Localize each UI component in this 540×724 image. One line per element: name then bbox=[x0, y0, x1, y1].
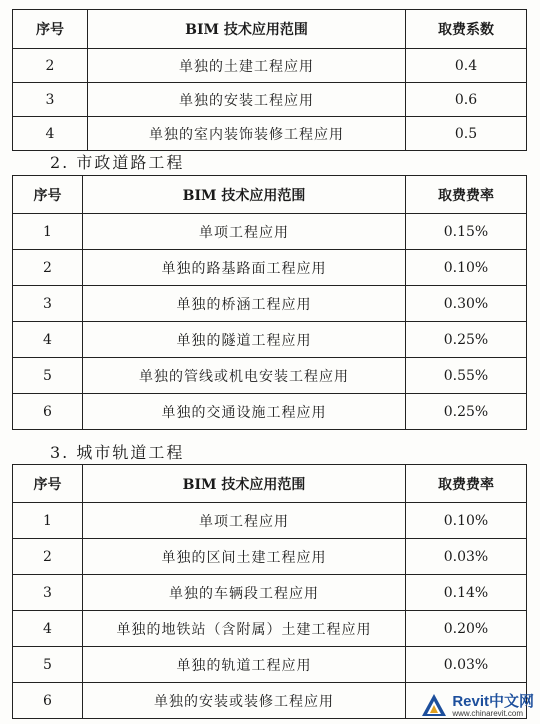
row-rate: 0.25% bbox=[406, 394, 527, 430]
header-scope: BIM 技术应用范围 bbox=[83, 176, 406, 214]
row-scope: 单独的交通设施工程应用 bbox=[83, 394, 406, 430]
row-index: 2 bbox=[13, 250, 83, 286]
section-title-urban-rail: 3. 城市轨道工程 bbox=[50, 443, 185, 462]
row-index: 1 bbox=[13, 214, 83, 250]
watermark-url: www.chinarevit.com bbox=[452, 709, 523, 718]
table-row bbox=[13, 250, 527, 286]
row-rate: 0.15% bbox=[406, 214, 527, 250]
row-rate: 0.30% bbox=[406, 286, 527, 322]
table-row bbox=[13, 322, 527, 358]
section-title-municipal-road: 2. 市政道路工程 bbox=[50, 153, 185, 172]
row-scope: 单独的安装或装修工程应用 bbox=[83, 683, 406, 719]
table-municipal-road-fee-rates bbox=[12, 175, 527, 430]
table-row bbox=[13, 539, 527, 575]
row-scope: 单独的土建工程应用 bbox=[88, 49, 406, 83]
header-scope: BIM 技术应用范围 bbox=[88, 10, 406, 49]
table-row bbox=[13, 503, 527, 539]
row-scope: 单独的管线或机电安装工程应用 bbox=[83, 358, 406, 394]
row-scope: 单项工程应用 bbox=[83, 503, 406, 539]
table-row bbox=[13, 286, 527, 322]
row-scope: 单独的隧道工程应用 bbox=[83, 322, 406, 358]
table-building-fee-coefficients bbox=[12, 9, 527, 151]
table-row bbox=[13, 611, 527, 647]
header-coefficient: 取费系数 bbox=[406, 10, 527, 49]
row-index: 4 bbox=[13, 117, 88, 151]
row-rate: 0.03% bbox=[406, 539, 527, 575]
row-rate: 0.20% bbox=[406, 611, 527, 647]
row-coefficient: 0.5 bbox=[406, 117, 527, 151]
row-scope: 单独的车辆段工程应用 bbox=[83, 575, 406, 611]
row-scope: 单项工程应用 bbox=[83, 214, 406, 250]
row-index: 2 bbox=[13, 539, 83, 575]
row-index: 3 bbox=[13, 83, 88, 117]
row-scope: 单独的区间土建工程应用 bbox=[83, 539, 406, 575]
row-index: 1 bbox=[13, 503, 83, 539]
row-rate: 0.25% bbox=[406, 322, 527, 358]
row-index: 3 bbox=[13, 575, 83, 611]
row-index: 5 bbox=[13, 358, 83, 394]
row-coefficient: 0.6 bbox=[406, 83, 527, 117]
row-rate: 0.55% bbox=[406, 358, 527, 394]
table-row bbox=[13, 358, 527, 394]
row-coefficient: 0.4 bbox=[406, 49, 527, 83]
table-header-row bbox=[13, 176, 527, 214]
table-header-row bbox=[13, 465, 527, 503]
table-row bbox=[13, 49, 527, 83]
row-index: 2 bbox=[13, 49, 88, 83]
revit-logo-icon bbox=[420, 692, 448, 720]
header-index: 序号 bbox=[13, 465, 83, 503]
table-row bbox=[13, 575, 527, 611]
row-scope: 单独的桥涵工程应用 bbox=[83, 286, 406, 322]
table-row bbox=[13, 647, 527, 683]
header-rate: 取费费率 bbox=[406, 176, 527, 214]
row-rate: 0.03% bbox=[406, 647, 527, 683]
table-row bbox=[13, 83, 527, 117]
header-rate: 取费费率 bbox=[406, 465, 527, 503]
row-rate: 0.14% bbox=[406, 575, 527, 611]
header-scope: BIM 技术应用范围 bbox=[83, 465, 406, 503]
row-scope: 单独的安装工程应用 bbox=[88, 83, 406, 117]
row-index: 4 bbox=[13, 322, 83, 358]
row-rate: 0.10% bbox=[406, 250, 527, 286]
table-urban-rail-fee-rates bbox=[12, 464, 527, 719]
watermark-brand: Revit中文网 bbox=[452, 693, 534, 710]
table-row bbox=[13, 394, 527, 430]
row-rate: 0.10% bbox=[406, 503, 527, 539]
header-index: 序号 bbox=[13, 10, 88, 49]
table-row bbox=[13, 117, 527, 151]
row-index: 4 bbox=[13, 611, 83, 647]
row-scope: 单独的地铁站（含附属）土建工程应用 bbox=[83, 611, 406, 647]
row-scope: 单独的轨道工程应用 bbox=[83, 647, 406, 683]
row-index: 3 bbox=[13, 286, 83, 322]
row-scope: 单独的路基路面工程应用 bbox=[83, 250, 406, 286]
watermark bbox=[420, 692, 534, 720]
row-index: 6 bbox=[13, 394, 83, 430]
table-header-row bbox=[13, 10, 527, 49]
table-row bbox=[13, 214, 527, 250]
row-scope: 单独的室内装饰装修工程应用 bbox=[88, 117, 406, 151]
row-index: 6 bbox=[13, 683, 83, 719]
row-index: 5 bbox=[13, 647, 83, 683]
header-index: 序号 bbox=[13, 176, 83, 214]
